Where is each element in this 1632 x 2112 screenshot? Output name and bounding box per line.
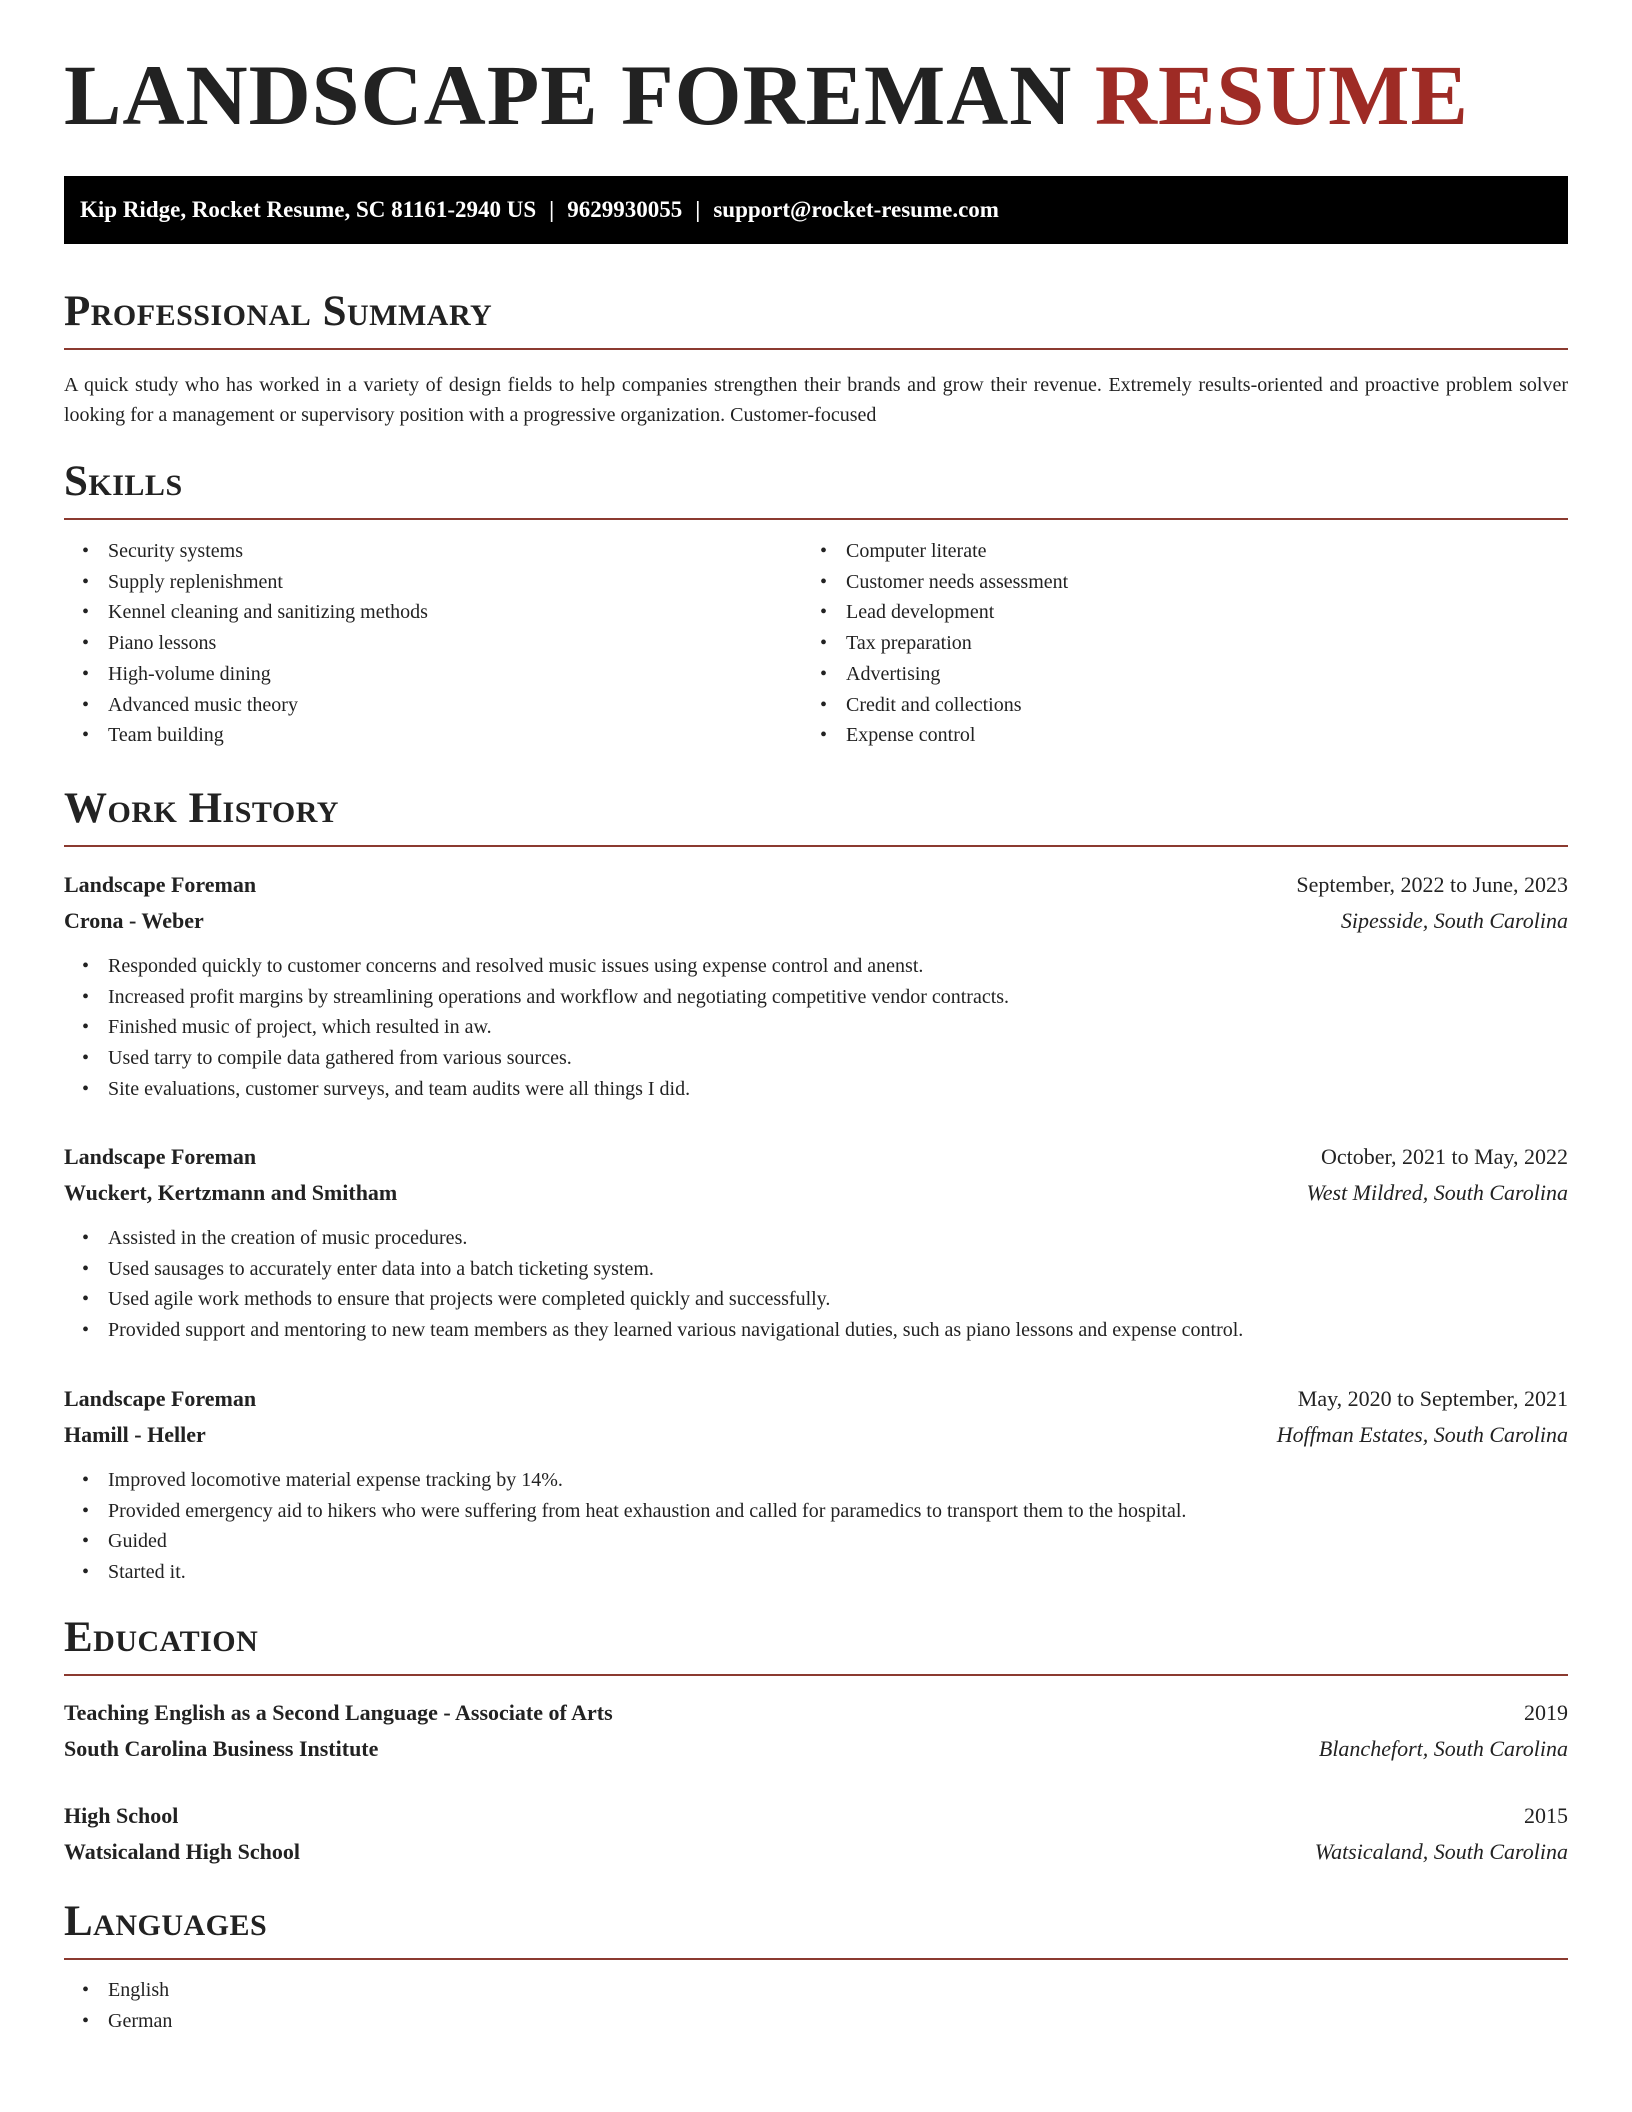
- job-dates: May, 2020 to September, 2021: [1297, 1386, 1568, 1411]
- education-subheader: [64, 1736, 1568, 1762]
- skill-item: • High-volume dining: [108, 659, 808, 690]
- education-degree: Teaching English as a Second Language - Associate of Arts: [64, 1700, 613, 1725]
- job-bullet: • Responded quickly to customer concerns and resolved music issues using expense control and anenst.: [108, 951, 1568, 982]
- job-header: [64, 1386, 1568, 1412]
- job-location: West Mildred, South Carolina: [1306, 1180, 1568, 1205]
- title-accent: RESUME: [1094, 47, 1469, 143]
- job-location: Hoffman Estates, South Carolina: [1276, 1422, 1568, 1447]
- job-bullet: • Improved locomotive material expense tracking by 14%.: [108, 1465, 1568, 1496]
- education-location: Watsicaland, South Carolina: [1314, 1839, 1568, 1864]
- contact-separator: |: [549, 197, 555, 222]
- contact-phone: 9629930055: [567, 197, 683, 222]
- job-dates: September, 2022 to June, 2023: [1296, 872, 1568, 897]
- job-bullet: • Site evaluations, customer surveys, and team audits were all things I did.: [108, 1074, 1568, 1105]
- job-bullet: • Used agile work methods to ensure that projects were completed quickly and successfully.: [108, 1284, 1568, 1315]
- contact-email: support@rocket-resume.com: [713, 197, 999, 222]
- skill-item: • Security systems: [108, 536, 808, 567]
- job-dates: October, 2021 to May, 2022: [1321, 1144, 1568, 1169]
- resume-title: [64, 47, 1469, 143]
- skill-item: • Customer needs assessment: [846, 567, 1546, 598]
- job-bullets: [64, 951, 1568, 1105]
- education-header: [64, 1803, 1568, 1829]
- summary-text: A quick study who has worked in a variety of design fields to help companies strengthen their brands and grow their revenue. Extremely results-oriented and proactive problem solver looking for a management or supervisory position with a progressive organization. Customer-focused: [64, 374, 1568, 426]
- job-header: [64, 1144, 1568, 1170]
- job-bullet: • Used sausages to accurately enter data into a batch ticketing system.: [108, 1254, 1568, 1285]
- education-school: South Carolina Business Institute: [64, 1736, 379, 1761]
- education-header: [64, 1700, 1568, 1726]
- job-bullets: [64, 1223, 1568, 1346]
- job-bullet: • Assisted in the creation of music procedures.: [108, 1223, 1568, 1254]
- education-year: 2019: [1524, 1700, 1568, 1725]
- skill-item: • Lead development: [846, 597, 1546, 628]
- contact-address: Kip Ridge, Rocket Resume, SC 81161-2940 US: [80, 197, 537, 222]
- section-divider: [64, 1674, 1568, 1676]
- work-heading: Work History: [64, 785, 339, 832]
- skill-item: • Piano lessons: [108, 628, 808, 659]
- job-bullet: • Increased profit margins by streamlining operations and workflow and negotiating competitive vendor contracts.: [108, 982, 1568, 1013]
- job-subheader: [64, 1422, 1568, 1448]
- job-title: Landscape Foreman: [64, 1144, 257, 1169]
- job-bullet: • Provided emergency aid to hikers who were suffering from heat exhaustion and called for paramedics to transport them to the hospital.: [108, 1496, 1568, 1527]
- job-header: [64, 872, 1568, 898]
- skill-item: • Team building: [108, 720, 808, 751]
- job-bullet: • Finished music of project, which resulted in aw.: [108, 1012, 1568, 1043]
- languages-list: [64, 1975, 808, 2036]
- skills-list-right: [802, 536, 1546, 751]
- languages-heading: Languages: [64, 1898, 268, 1945]
- education-school: Watsicaland High School: [64, 1839, 300, 1864]
- skill-item: • Tax preparation: [846, 628, 1546, 659]
- job-subheader: [64, 1180, 1568, 1206]
- job-company: Crona - Weber: [64, 908, 204, 933]
- section-divider: [64, 845, 1568, 847]
- contact-separator: |: [695, 197, 701, 222]
- skill-item: • Credit and collections: [846, 690, 1546, 721]
- contact-bar: [64, 176, 1568, 244]
- skill-item: • Computer literate: [846, 536, 1546, 567]
- skill-item: • Advertising: [846, 659, 1546, 690]
- job-location: Sipesside, South Carolina: [1340, 908, 1568, 933]
- language-item: • German: [108, 2006, 808, 2037]
- skill-item: • Expense control: [846, 720, 1546, 751]
- job-bullet: • Guided: [108, 1526, 1568, 1557]
- job-bullet: • Provided support and mentoring to new team members as they learned various navigational duties, such as piano lessons and expense control.: [108, 1315, 1568, 1346]
- title-main: LANDSCAPE FOREMAN: [64, 47, 1073, 143]
- education-heading: Education: [64, 1614, 259, 1661]
- section-divider: [64, 348, 1568, 350]
- skills-heading: Skills: [64, 458, 183, 505]
- skills-list-left: [64, 536, 808, 751]
- education-degree: High School: [64, 1803, 179, 1828]
- job-title: Landscape Foreman: [64, 1386, 257, 1411]
- skill-item: • Kennel cleaning and sanitizing methods: [108, 597, 808, 628]
- job-subheader: [64, 908, 1568, 934]
- summary-heading: Professional Summary: [64, 288, 493, 335]
- language-item: • English: [108, 1975, 808, 2006]
- skill-item: • Supply replenishment: [108, 567, 808, 598]
- job-bullet: • Started it.: [108, 1557, 1568, 1588]
- education-year: 2015: [1524, 1803, 1568, 1828]
- job-company: Hamill - Heller: [64, 1422, 206, 1447]
- section-divider: [64, 518, 1568, 520]
- section-divider: [64, 1958, 1568, 1960]
- job-bullet: • Used tarry to compile data gathered from various sources.: [108, 1043, 1568, 1074]
- education-subheader: [64, 1839, 1568, 1865]
- job-title: Landscape Foreman: [64, 872, 257, 897]
- job-company: Wuckert, Kertzmann and Smitham: [64, 1180, 398, 1205]
- education-location: Blanchefort, South Carolina: [1318, 1736, 1568, 1761]
- skill-item: • Advanced music theory: [108, 690, 808, 721]
- job-bullets: [64, 1465, 1568, 1588]
